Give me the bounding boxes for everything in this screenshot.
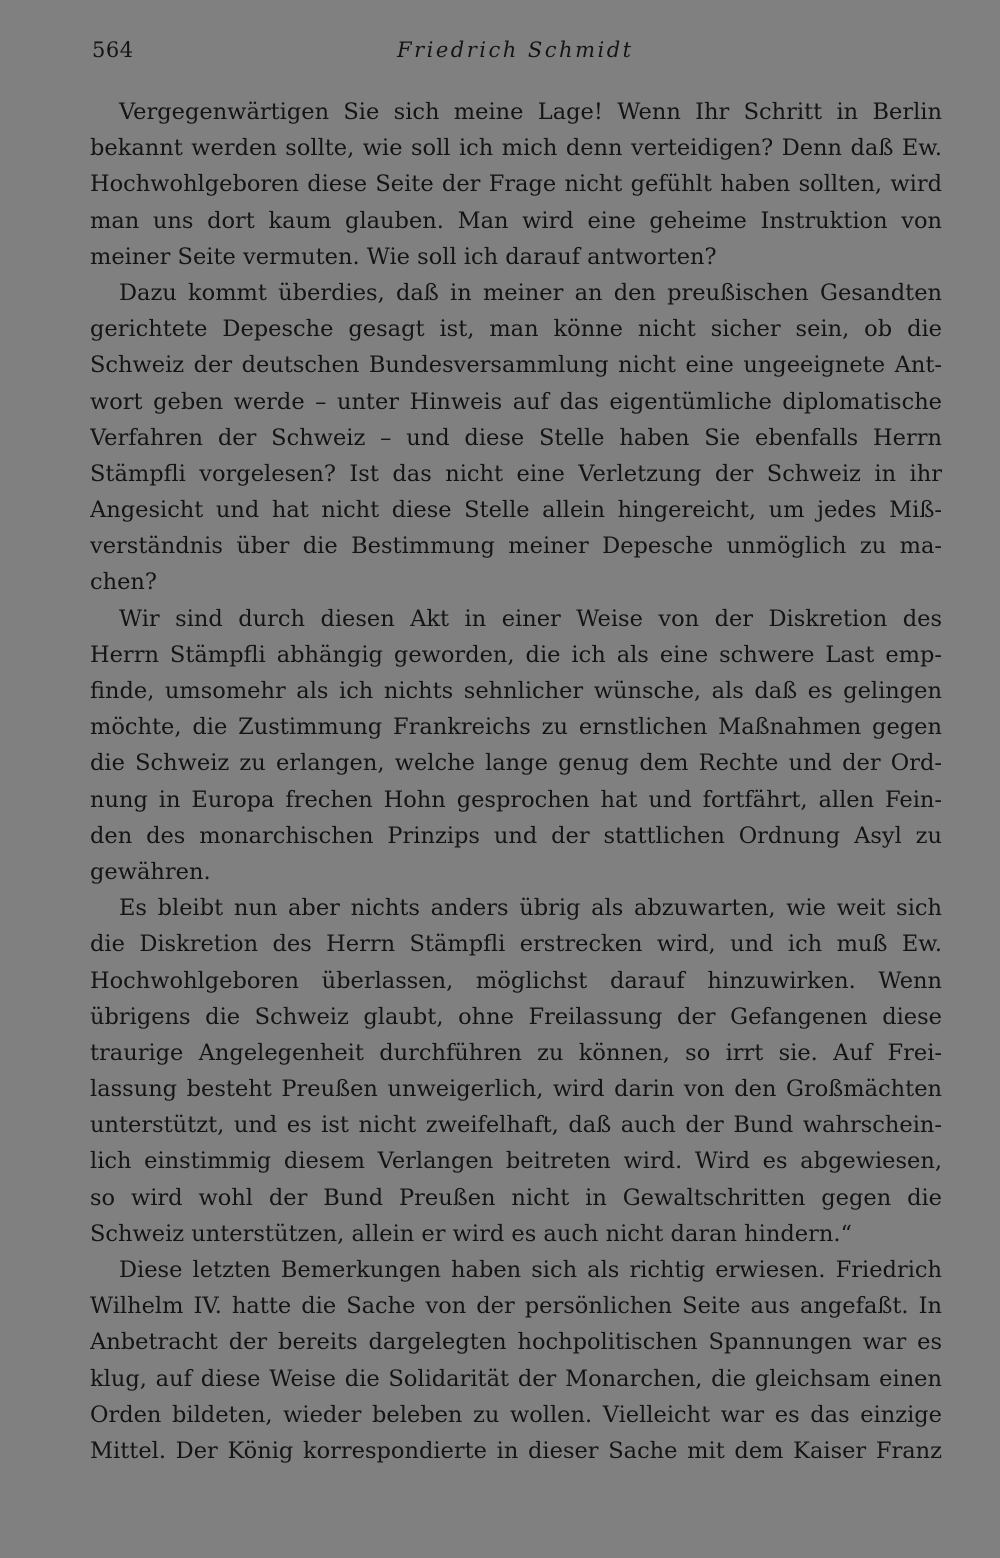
text-line: Mittel. Der König korrespondierte in dieser Sache mit dem Kaiser Franz	[90, 1437, 942, 1464]
text-line: Herrn Stämpfli abhängig geworden, die ich als eine schwere Last emp-	[90, 641, 942, 668]
text-line: unterstützt, und es ist nicht zweifelhaft, daß auch der Bund wahrschein-	[90, 1112, 942, 1139]
text-line: Schweiz der deutschen Bundesversammlung nicht eine ungeeignete Ant-	[90, 352, 942, 379]
text-line: Hochwohlgeboren diese Seite der Frage nicht gefühlt haben sollten, wird	[90, 171, 942, 198]
text-line: Anbetracht der bereits dargelegten hochpolitischen Spannungen war es	[90, 1329, 942, 1356]
text-line: man uns dort kaum glauben. Man wird eine geheime Instruktion von	[90, 207, 942, 234]
text-line: gerichtete Depesche gesagt ist, man könne nicht sicher sein, ob die	[90, 316, 942, 343]
text-line: möchte, die Zustimmung Frankreichs zu ernstlichen Maßnahmen gegen	[90, 714, 942, 741]
text-line: verständnis über die Bestimmung meiner Depesche unmöglich zu ma-	[90, 533, 942, 560]
text-line: Wir sind durch diesen Akt in einer Weise von der Diskretion des	[119, 605, 942, 632]
text-line: Schweiz unterstützen, allein er wird es auch nicht daran hindern.“	[90, 1220, 852, 1247]
page-number: 564	[92, 38, 134, 62]
text-line: Stämpfli vorgelesen? Ist das nicht eine Verletzung der Schweiz in ihr	[90, 460, 942, 487]
text-line: meiner Seite vermuten. Wie soll ich darauf antworten?	[90, 243, 717, 270]
body-text	[90, 94, 942, 1469]
text-line: Diese letzten Bemerkungen haben sich als richtig erwiesen. Friedrich	[119, 1257, 942, 1283]
page-header	[92, 38, 942, 72]
text-line: lich einstimmig diesem Verlangen beitreten wird. Wird es abgewiesen,	[90, 1148, 942, 1175]
text-line: Angesicht und hat nicht diese Stelle allein hingereicht, um jedes Miß-	[90, 497, 942, 524]
text-line: Wilhelm IV. hatte die Sache von der persönlichen Seite aus angefaßt. In	[90, 1293, 942, 1320]
text-line: den des monarchischen Prinzips und der stattlichen Ordnung Asyl zu	[90, 822, 942, 849]
text-line: Vergegenwärtigen Sie sich meine Lage! Wenn Ihr Schritt in Berlin	[119, 99, 942, 125]
text-line: Orden bildeten, wieder beleben zu wollen. Vielleicht war es das einzige	[90, 1401, 942, 1428]
text-line: finde, umsomehr als ich nichts sehnlicher wünsche, als daß es gelingen	[90, 678, 942, 704]
text-line: Verfahren der Schweiz – und diese Stelle haben Sie ebenfalls Herrn	[90, 424, 942, 451]
text-line: klug, auf diese Weise die Solidarität der Monarchen, die gleichsam einen	[90, 1365, 942, 1392]
text-line: Dazu kommt überdies, daß in meiner an den preußischen Gesandten	[119, 279, 942, 306]
text-line: übrigens die Schweiz glaubt, ohne Freilassung der Gefangenen diese	[90, 1003, 942, 1030]
text-line: nung in Europa frechen Hohn gesprochen hat und fortfährt, allen Fein-	[90, 786, 942, 813]
text-line: die Diskretion des Herrn Stämpfli erstrecken wird, und ich muß Ew.	[90, 931, 942, 958]
text-line: Hochwohlgeboren überlassen, möglichst darauf hinzuwirken. Wenn	[90, 967, 942, 994]
running-head: Friedrich Schmidt	[397, 38, 634, 62]
text-line: so wird wohl der Bund Preußen nicht in Gewaltschritten gegen die	[90, 1184, 942, 1211]
text-line: gewähren.	[90, 858, 211, 885]
text-line: traurige Angelegenheit durchführen zu können, so irrt sie. Auf Frei-	[90, 1039, 942, 1066]
text-line: lassung besteht Preußen unweigerlich, wird darin von den Großmächten	[90, 1076, 942, 1103]
text-line: Es bleibt nun aber nichts anders übrig als abzuwarten, wie weit sich	[119, 895, 942, 922]
text-line: wort geben werde – unter Hinweis auf das eigentümliche diplomatische	[90, 388, 942, 415]
text-line: die Schweiz zu erlangen, welche lange genug dem Rechte und der Ord-	[90, 750, 942, 777]
text-line: chen?	[90, 569, 157, 596]
text-line: bekannt werden sollte, wie soll ich mich denn verteidigen? Denn daß Ew.	[90, 135, 942, 162]
